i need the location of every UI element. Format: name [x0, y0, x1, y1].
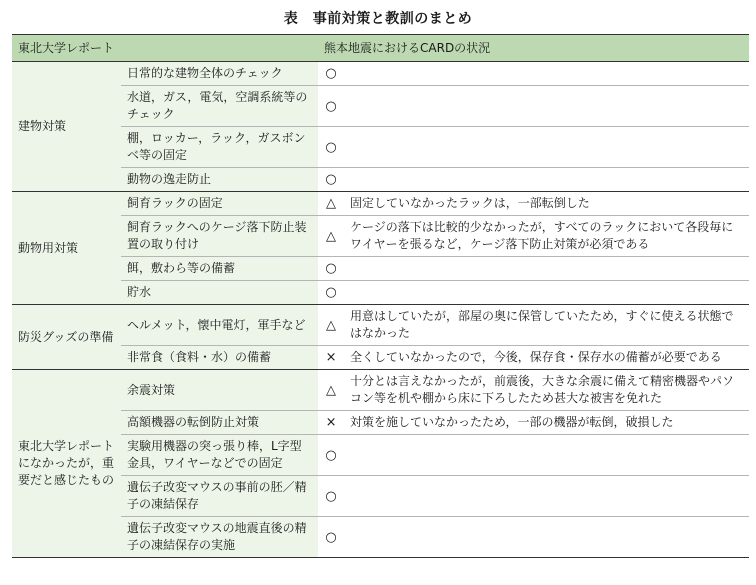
item-cell: 日常的な建物全体のチェック	[121, 62, 318, 86]
status-mark: ○	[318, 168, 344, 192]
note-cell	[344, 86, 749, 127]
item-cell: 余震対策	[121, 370, 318, 411]
item-cell: 貯水	[121, 281, 318, 305]
table-row	[12, 370, 749, 411]
table-row	[12, 435, 749, 476]
note-cell	[344, 435, 749, 476]
status-mark: ×	[318, 411, 344, 435]
item-cell: 遺伝子改変マウスの事前の胚／精子の凍結保存	[121, 476, 318, 517]
table-row	[12, 168, 749, 192]
category-cell: 動物用対策	[12, 192, 121, 305]
table-row	[12, 216, 749, 257]
item-cell: 高額機器の転倒防止対策	[121, 411, 318, 435]
note-cell	[344, 257, 749, 281]
status-mark: ○	[318, 476, 344, 517]
table-row	[12, 281, 749, 305]
header-card-status: 熊本地震におけるCARDの状況	[318, 35, 749, 62]
item-cell: 飼育ラックへのケージ落下防止装置の取り付け	[121, 216, 318, 257]
note-cell: 用意はしていたが，部屋の奥に保管していたため，すぐに使える状態ではなかった	[344, 305, 749, 346]
item-cell: 非常食（食料・水）の備蓄	[121, 346, 318, 370]
status-mark: ○	[318, 62, 344, 86]
table-row	[12, 86, 749, 127]
note-cell: 十分とは言えなかったが，前震後，大きな余震に備えて精密機器やパソコン等を机や棚から床に下ろしたため甚大な被害を免れた	[344, 370, 749, 411]
note-cell	[344, 62, 749, 86]
item-cell: 棚，ロッカー，ラック，ガスボンベ等の固定	[121, 127, 318, 168]
item-cell: 飼育ラックの固定	[121, 192, 318, 216]
note-cell: ケージの落下は比較的少なかったが，すべてのラックにおいて各段毎にワイヤーを張るなど，ケージ落下防止対策が必須である	[344, 216, 749, 257]
header-tohoku-report: 東北大学レポート	[12, 35, 318, 62]
status-mark: ○	[318, 517, 344, 558]
category-cell: 東北大学レポートになかったが，重要だと感じたもの	[12, 370, 121, 558]
table-row	[12, 127, 749, 168]
status-mark: △	[318, 305, 344, 346]
status-mark: ○	[318, 435, 344, 476]
note-cell: 全くしていなかったので，今後，保存食・保存水の備蓄が必要である	[344, 346, 749, 370]
item-cell: 実験用機器の突っ張り棒，L字型金具，ワイヤーなどでの固定	[121, 435, 318, 476]
table-row	[12, 257, 749, 281]
item-cell: ヘルメット，懐中電灯，軍手など	[121, 305, 318, 346]
table-row	[12, 346, 749, 370]
note-cell	[344, 127, 749, 168]
table-row	[12, 517, 749, 558]
status-mark: ○	[318, 281, 344, 305]
table-title: 表 事前対策と教訓のまとめ	[283, 11, 473, 27]
table-row	[12, 476, 749, 517]
status-mark: △	[318, 216, 344, 257]
status-mark: △	[318, 192, 344, 216]
table-header-row	[12, 35, 749, 62]
table-row	[12, 62, 749, 86]
note-cell	[344, 281, 749, 305]
category-cell: 防災グッズの準備	[12, 305, 121, 370]
item-cell: 餌，敷わら等の備蓄	[121, 257, 318, 281]
table-body	[12, 62, 749, 558]
status-mark: ○	[318, 127, 344, 168]
table-row	[12, 305, 749, 346]
item-cell: 水道，ガス，電気，空調系統等のチェック	[121, 86, 318, 127]
item-cell: 動物の逸走防止	[121, 168, 318, 192]
table-row	[12, 411, 749, 435]
note-cell: 対策を施していなかったため，一部の機器が転倒，破損した	[344, 411, 749, 435]
status-mark: ×	[318, 346, 344, 370]
note-cell	[344, 517, 749, 558]
note-cell	[344, 168, 749, 192]
status-mark: ○	[318, 86, 344, 127]
summary-table	[12, 34, 749, 558]
table-row	[12, 192, 749, 216]
item-cell: 遺伝子改変マウスの地震直後の精子の凍結保存の実施	[121, 517, 318, 558]
note-cell	[344, 476, 749, 517]
category-cell: 建物対策	[12, 62, 121, 192]
status-mark: △	[318, 370, 344, 411]
note-cell: 固定していなかったラックは，一部転倒した	[344, 192, 749, 216]
status-mark: ○	[318, 257, 344, 281]
